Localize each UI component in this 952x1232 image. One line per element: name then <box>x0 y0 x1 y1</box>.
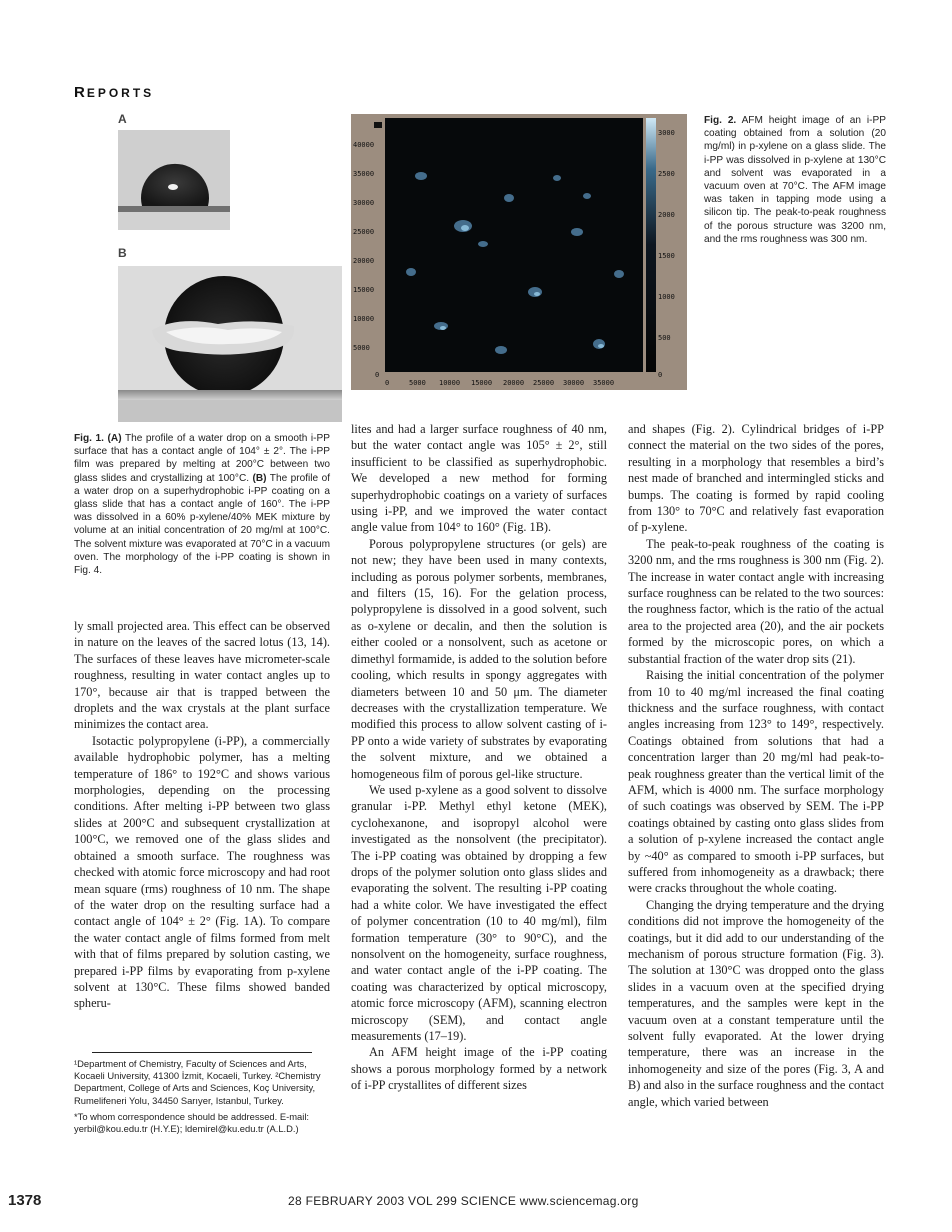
afm-y-tick: 35000 <box>353 170 375 178</box>
afm-x-tick: 20000 <box>503 379 525 387</box>
correspondence: *To whom correspondence should be addressed. E-mail: yerbil@kou.edu.tr (H.Y.E); ldemirel@ku.edu.tr (A.L.D.) <box>74 1110 310 1135</box>
afm-y-tick: 30000 <box>353 199 375 207</box>
afm-scale-tick: 0 <box>658 371 663 379</box>
fig1-panel-b-label: B <box>118 246 127 260</box>
afm-scale-tick: 2000 <box>658 211 675 219</box>
paragraph: Changing the drying temperature and the drying conditions did not improve the homogeneity of the coatings, but it did add to our understanding of the mechanism of porous structure formation (Fig. 3). The solution at 130°C was dropped onto the glass slides in a vacuum oven at the specified drying temperatures, and the samples were kept in the vacuum oven at a constant temperature until the solvent fully evaporated. At the lower drying temperature, there was an increase in the inhomogeneity and size of the pores (Fig. 3, A and B) and also in the surface roughness and the contact angle, which varied between <box>628 897 884 1109</box>
fig1-panel-b-photo <box>118 266 342 422</box>
page-footer <box>0 1192 952 1212</box>
afm-scale-tick: 3000 <box>658 129 675 137</box>
afm-x-tick: 25000 <box>533 379 555 387</box>
afm-scale-tick: 1000 <box>658 293 675 301</box>
afm-x-tick: 5000 <box>409 379 426 387</box>
paragraph: ly small projected area. This effect can be observed in nature on the leaves of the sacred lotus (13, 14). The surfaces of these leaves have micrometer-scale roughness, resulting in water contact angles up to 170°, because air that is trapped between the droplets and the wax crystals at the plant surface minimizes the contact area. <box>74 619 330 732</box>
afm-x-tick: 15000 <box>471 379 493 387</box>
fig1-panel-a-label: A <box>118 112 127 126</box>
body-column-1 <box>74 618 330 1012</box>
afm-scale-tick: 2500 <box>658 170 675 178</box>
body-column-2 <box>351 421 607 1094</box>
paragraph: lites and had a larger surface roughness of 40 nm, but the water contact angle was 105° ± 2°, still insufficient to be classified as superhydrophobic. We developed a new method for forming superhydrophobic coatings on a variety of surfaces using i-PP, and we improved the water contact angle value from 104° to 160° (Fig. 1B). <box>351 422 607 535</box>
paragraph: Isotactic polypropylene (i-PP), a commercially available hydrophobic polymer, has a melting temperature of 186° to 192°C and shows various morphologies, depending on the processing conditions. After melting i-PP between two glass slides at 200°C and subsequent crystallization at 100°C, we removed one of the glass slides and obtained a smooth surface. The roughness was checked with atomic force microscopy and had root mean square (rms) roughness of 10 nm. The shape of the water drop on the resulting surface had a contact angle of 104° ± 2° (Fig. 1A). To compare the water contact angle of films formed from melt with that of films prepared by solution casting, we prepared i-PP films by evaporating from p-xylene solvent at 130°C. These films showed banded spheru- <box>74 733 330 1011</box>
body-column-3 <box>628 421 884 1110</box>
paragraph: Raising the initial concentration of the polymer from 10 to 40 mg/ml increased the final coating thickness and the surface roughness, with contact angles increasing from 123° to 149°, respectively. Coatings obtained from solutions that had a concentration larger than 20 mg/ml had peak-to-peak roughness greater than the vertical limit of the AFM, which is 4000 nm. The surface morphology of such coatings was observed by SEM. The i-PP coatings obtained by casting onto glass slides from a solution of p-xylene increased the contact angle by ~40° as compared to smooth i-PP surfaces, but suffered from inhomogeneity as a drawback; there were cracks throughout the whole coating. <box>628 668 884 896</box>
footnotes <box>74 1058 330 1139</box>
afm-y-tick: 15000 <box>353 286 375 294</box>
afm-x-tick: 0 <box>385 379 390 387</box>
fig2-afm-image <box>351 114 687 390</box>
afm-scale-tick: 1500 <box>658 252 675 260</box>
fig1-panel-a-photo <box>118 130 230 230</box>
fig2-caption: Fig. 2. AFM height image of an i-PP coating obtained from a solution (20 mg/ml) in p-xylene on a glass slide. The i-PP was dissolved in p-xylene at 130°C and solvent was evaporated in a vacuum oven at 70°C. The AFM image was taken in tapping mode using a silicon tip. The peak-to-peak roughness of the porous structure was 3200 nm, and the rms roughness was 300 nm. <box>704 115 886 245</box>
afm-x-tick: 10000 <box>439 379 461 387</box>
afm-y-tick: 0 <box>375 371 380 379</box>
afm-scale-tick: 500 <box>658 334 671 342</box>
section-header: REPORTS <box>74 84 155 101</box>
afm-y-tick: 10000 <box>353 315 375 323</box>
afm-x-tick: 35000 <box>593 379 615 387</box>
afm-y-tick: 5000 <box>353 344 370 352</box>
fig1-caption: Fig. 1. (A) The profile of a water drop on a smooth i-PP surface that has a contact angle of 104° ± 2°. The i-PP film was prepared by melting at 200°C between two glass slides and crystallizing at 100°C. (B) The profile of a water drop on a superhydrophobic i-PP coating on a glass slide that has a contact angle of 160°. The i-PP was dissolved in a 60% p-xylene/40% MEK mixture by volume at an initial concentration of 20 mg/ml at 100°C. The solvent mixture was evaporated at 70°C in a vacuum oven. The morphology of the i-PP coating is shown in Fig. 4. <box>74 433 330 577</box>
afm-x-tick: 30000 <box>563 379 585 387</box>
journal-info: 28 FEBRUARY 2003 VOL 299 SCIENCE www.sciencemag.org <box>288 1194 639 1208</box>
afm-y-tick: 25000 <box>353 228 375 236</box>
affiliations: ¹Department of Chemistry, Faculty of Sciences and Arts, Kocaeli University, 41300 İzmit, Kocaeli, Turkey. ²Chemistry Department, College of Arts and Sciences, Koç University, Rumelifeneri Yolu, 34450 Sarıyer, Istanbul, Turkey. <box>74 1058 321 1106</box>
afm-y-tick: 20000 <box>353 257 375 265</box>
page-number: 1378 <box>8 1192 42 1209</box>
paragraph: We used p-xylene as a good solvent to dissolve granular i-PP. Methyl ethyl ketone (MEK), cyclohexanone, and isopropyl alcohol were investigated as the nonsolvent (the precipitator). The i-PP coating was obtained by dropping a few drops of the polymer solution onto glass slides and evaporating the solvent. The resulting i-PP coating had a white color. We have investigated the effect of polymer concentration (10 to 40 mg/ml), film formation temperature (30° to 90°C), and the nonsolvent on the homogeneity, surface roughness, and water contact angle of the i-PP coating. The coating was characterized by optical microscopy, atomic force microscopy (AFM), scanning electron microscopy (SEM), and contact angle measurements (17–19). <box>351 782 607 1044</box>
paragraph: The peak-to-peak roughness of the coating is 3200 nm, and the rms roughness is 300 nm (Fig. 2). The increase in water contact angle with increasing surface roughness can be related to the two sources: the roughness factor, which is the ratio of the actual area to the projected area (20), and the air pockets formed by the microscopic pores, on which a substantial fraction of the water drop sits (21). <box>628 536 884 666</box>
footnote-divider <box>92 1052 312 1053</box>
paragraph: Porous polypropylene structures (or gels) are not new; they have been used in many contexts, including as porous polymer sorbents, membranes, and filters (15, 16). For the gelation process, polypropylene is dissolved in a good solvent, such as o-xylene or decalin, and then the solution is either cooled or a nonsolvent, such as acetone or dimethyl formamide, is added to the solution before cooling, which results in spongy aggregates with diameters between 10 and 50 μm. The diameter decreases with the crystallization temperature. We modified this process to allow solvent casting of i-PP onto a wide variety of substrates by evaporating the solvent mixture, and we obtained a homogeneous film of porous gel-like structure. <box>351 536 607 781</box>
afm-y-tick: 40000 <box>353 141 375 149</box>
paragraph: An AFM height image of the i-PP coating shows a porous morphology formed by a network of i-PP crystallites of different sizes <box>351 1045 607 1093</box>
paragraph: and shapes (Fig. 2). Cylindrical bridges of i-PP connect the material on the two sides of the pores, resulting in a morphology that resembles a bird’s nest made of branched and intermingled sticks and bumps. The coating is formed by rapid cooling from 130° to 70°C and relatively fast evaporation of p-xylene. <box>628 422 884 535</box>
